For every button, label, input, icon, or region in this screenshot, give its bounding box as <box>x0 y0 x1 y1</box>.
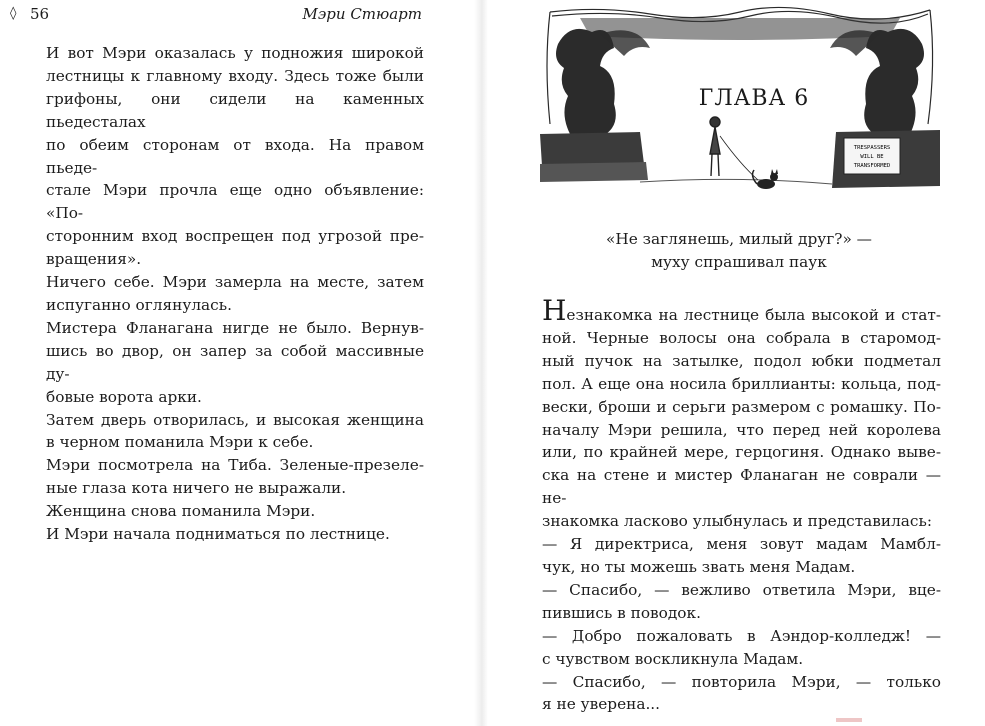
running-head-author: Мэри Стюарт <box>302 5 422 23</box>
right-page-text <box>542 294 941 716</box>
page-edge-mark <box>836 718 862 722</box>
text-line: стале Мэри прочла еще одно объявление: «По- <box>46 181 424 223</box>
epigraph-line-1: «Не заглянешь, милый друг?» — <box>606 230 872 248</box>
page-number: 56 <box>30 5 50 23</box>
text-line: ный пучок на затылке, подол юбки подметал <box>542 351 941 370</box>
text-line: знакомка ласково улыбнулась и представилась: <box>542 512 932 531</box>
epigraph <box>556 228 922 274</box>
sign-line-3: TRANSFORMED <box>853 163 891 169</box>
text-line: И вот Мэри оказалась у подножия широкой <box>46 44 424 62</box>
text-line: Мэри посмотрела на Тиба. Зеленые-презеле- <box>46 456 424 475</box>
text-line: грифоны, они сидели на каменных пьедесталах <box>46 89 424 131</box>
text-line: испуганно оглянулась. <box>46 295 232 314</box>
text-line: Ничего себе. Мэри замерла на месте, затем <box>46 273 424 292</box>
sign-line-2: WILL BE <box>860 154 884 160</box>
text-line: с чувством воскликнула Мадам. <box>542 649 804 668</box>
text-line: ска на стене и мистер Фланаган не соврали — не- <box>542 466 941 508</box>
left-griffin <box>556 29 650 134</box>
text-line: Женщина снова поманила Мэри. <box>46 502 316 521</box>
text-line: — Спасибо, — вежливо ответила Мэри, вце- <box>542 580 941 599</box>
text-line: пол. А еще она носила бриллианты: кольца, под- <box>542 374 941 393</box>
text-line: вращения». <box>46 250 142 269</box>
text-line-content: езнакомка на лестнице была высокой и стат- <box>566 306 941 324</box>
text-line: или, по крайней мере, герцогиня. Однако выве- <box>542 443 941 462</box>
chapter-title: ГЛАВА 6 <box>698 86 810 111</box>
left-page-text <box>46 42 424 546</box>
text-line: пившись в поводок. <box>542 603 701 622</box>
text-line <box>542 294 941 327</box>
text-line: по обеим сторонам от входа. На правом пьеде- <box>46 135 424 177</box>
text-line: чук, но ты можешь звать меня Мадам. <box>542 557 856 576</box>
girl-figure <box>710 117 758 180</box>
text-line: И Мэри начала подниматься по лестнице. <box>46 525 390 544</box>
text-line: вески, броши и серьги размером с ромашку. По- <box>542 397 941 416</box>
epigraph-line-2: муху спрашивал паук <box>651 252 827 271</box>
text-line: — Спасибо, — повторила Мэри, — только <box>542 672 941 691</box>
left-page <box>0 0 478 726</box>
text-line: шись во двор, он запер за собой массивные ду- <box>46 341 424 383</box>
text-line: лестницы к главному входу. Здесь тоже были <box>46 66 424 85</box>
text-line: бовые ворота арки. <box>46 387 202 406</box>
text-line: Затем дверь отворилась, и высокая женщина <box>46 410 424 429</box>
drop-cap: Н <box>542 294 567 327</box>
text-line: ной. Черные волосы она собрала в старомод- <box>542 328 941 347</box>
text-line: Мистера Фланагана нигде не было. Вернув- <box>46 318 424 337</box>
running-head <box>10 4 422 24</box>
text-line: началу Мэри решила, что перед ней королева <box>542 420 941 439</box>
text-line: — Я директриса, меня зовут мадам Мамбл- <box>542 535 941 554</box>
sign-line-1: TRESPASSERS <box>853 145 891 151</box>
right-griffin <box>830 29 924 134</box>
text-line: сторонним вход воспрещен под угрозой пре- <box>46 227 424 246</box>
text-line: я не уверена... <box>542 695 661 714</box>
text-line: ные глаза кота ничего не выражали. <box>46 479 347 498</box>
text-line: — Добро пожаловать в Аэндор-колледж! — <box>542 626 941 645</box>
right-page <box>478 0 985 726</box>
text-line: в черном поманила Мэри к себе. <box>46 433 314 452</box>
diamond-icon: ◊ <box>10 6 17 21</box>
